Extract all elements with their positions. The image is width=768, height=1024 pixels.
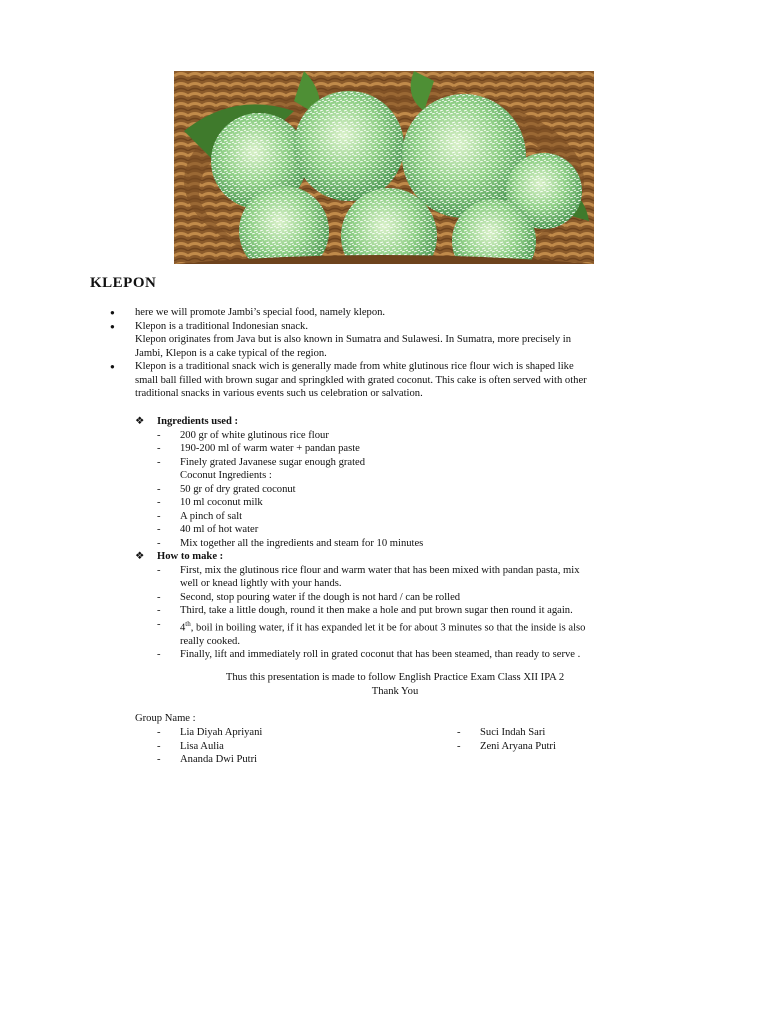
- bullet-line: Klepon originates from Java but is also known in Sumatra and Sulawesi. In Sumatra, more precisely in: [135, 334, 572, 345]
- group-member: [435, 726, 556, 740]
- step-line: [180, 648, 675, 662]
- step-line: [180, 591, 675, 605]
- closing-line: Thus this presentation is made to follow English Practice Exam Class XII IPA 2: [225, 672, 565, 683]
- ingredient-item: [135, 523, 675, 537]
- ingredient-text: 50 gr of dry grated coconut: [180, 483, 296, 495]
- step-number: 4: [180, 622, 186, 634]
- bullet-dot-icon: ●: [110, 308, 115, 317]
- step-item: [135, 591, 675, 605]
- dash-marker: -: [157, 564, 161, 576]
- bullet-dot-icon: ●: [110, 321, 115, 331]
- diamond-bullet-icon: ❖: [135, 551, 145, 562]
- diamond-bullet-icon: ❖: [135, 416, 145, 427]
- ingredient-text: Coconut Ingredients :: [180, 470, 272, 481]
- step-line: [180, 618, 675, 635]
- step-line: well or knead lightly with your hands.: [180, 578, 342, 589]
- closing-text: [110, 671, 680, 698]
- dash-marker: -: [157, 740, 161, 752]
- bullet-line: Klepon is a traditional Indonesian snack.: [135, 320, 308, 332]
- step-item: [135, 564, 675, 591]
- dash-marker: -: [157, 429, 161, 441]
- step-line: [180, 604, 675, 618]
- step-text: , boil in boiling water, if it has expanded let it be for about 3 minutes so that the inside is also: [190, 622, 586, 634]
- bullet-dot-icon: ●: [110, 362, 115, 371]
- dash-marker: -: [157, 591, 161, 603]
- how-to-heading: [135, 550, 675, 564]
- dash-marker: -: [157, 618, 161, 630]
- page-title: KLEPON: [90, 275, 157, 291]
- ingredients-list: [135, 429, 675, 551]
- bullet-item: [110, 360, 680, 401]
- bullet-line: Jambi, Klepon is a cake typical of the region.: [135, 347, 327, 359]
- intro-bullet-list: [110, 306, 680, 401]
- step-item: [135, 618, 675, 649]
- dash-marker: -: [157, 483, 161, 495]
- step-text: First, mix the glutinous rice flour and warm water that has been mixed with pandan pasta, mix: [180, 564, 580, 576]
- group-member: [135, 753, 262, 767]
- bullet-item: [110, 306, 680, 320]
- group-members-left: [135, 726, 262, 767]
- dash-marker: -: [157, 605, 161, 616]
- thank-you-line: Thank You: [371, 685, 419, 697]
- steps-list: [135, 564, 675, 662]
- ingredients-section: [135, 415, 675, 662]
- dash-marker: -: [157, 443, 161, 454]
- dash-marker: -: [157, 510, 161, 522]
- member-name: Suci Indah Sari: [480, 727, 546, 738]
- ingredient-text: 190-200 ml of warm water + pandan paste: [180, 443, 360, 454]
- ingredient-item: [135, 483, 675, 497]
- ingredients-heading-text: Ingredients used :: [157, 416, 239, 427]
- ingredient-text: 200 gr of white glutinous rice flour: [180, 429, 329, 441]
- ingredient-item: [135, 537, 675, 551]
- klepon-photo: [174, 71, 594, 264]
- ingredient-text: Finely grated Javanese sugar enough grated: [180, 456, 366, 468]
- ingredient-text: 10 ml coconut milk: [180, 497, 263, 508]
- ingredients-heading: [135, 415, 675, 429]
- dash-marker: -: [157, 727, 161, 738]
- ingredient-item: [135, 442, 675, 456]
- step-text: Finally, lift and immediately roll in grated coconut that has been steamed, than ready to serve .: [180, 649, 581, 661]
- dash-marker: -: [157, 537, 161, 549]
- how-to-heading-text: How to make :: [157, 551, 224, 562]
- dash-marker: -: [157, 649, 161, 661]
- step-text: Second, stop pouring water if the dough is not hard / can be rolled: [180, 591, 461, 603]
- bullet-line: here we will promote Jambi’s special food, namely klepon.: [135, 307, 386, 318]
- bullet-line: Klepon is a traditional snack wich is generally made from white glutinous rice flour wich is shaped like: [135, 361, 574, 372]
- bullet-line: traditional snacks in various events such us celebration or salvation.: [135, 388, 423, 399]
- member-name: Lisa Aulia: [180, 740, 224, 752]
- ingredient-item: [135, 469, 675, 483]
- step-item: [135, 604, 675, 618]
- group-members-right: [435, 726, 556, 753]
- group-member: [135, 726, 262, 740]
- ingredient-item: [135, 510, 675, 524]
- step-text: Third, take a little dough, round it then make a hole and put brown sugar then round it again.: [180, 605, 573, 616]
- group-member: [135, 740, 262, 754]
- ingredient-item: [135, 429, 675, 443]
- dash-marker: -: [157, 456, 161, 468]
- member-name: Ananda Dwi Putri: [180, 754, 258, 765]
- step-line: really cooked.: [180, 635, 241, 647]
- dash-marker: -: [157, 497, 161, 508]
- dash-marker: -: [457, 727, 461, 738]
- member-name: Zeni Aryana Putri: [480, 740, 556, 752]
- bullet-item: [110, 320, 680, 361]
- bullet-line: small ball filled with brown sugar and springkled with grated coconut. This cake is often served with other: [135, 374, 587, 386]
- group-name-label: Group Name :: [135, 713, 196, 724]
- step-number-suffix: th: [185, 619, 191, 628]
- ingredient-text: 40 ml of hot water: [180, 524, 259, 535]
- step-line: [180, 564, 675, 578]
- dash-marker: -: [457, 740, 461, 752]
- klepon-photo-icon: [174, 71, 594, 264]
- step-item: [135, 648, 675, 662]
- dash-marker: -: [157, 524, 161, 535]
- ingredient-text: Mix together all the ingredients and steam for 10 minutes: [180, 537, 424, 549]
- dash-marker: -: [157, 754, 161, 765]
- group-member: [435, 740, 556, 754]
- ingredient-item: [135, 496, 675, 510]
- ingredient-item: [135, 456, 675, 470]
- ingredient-text: A pinch of salt: [180, 510, 243, 522]
- member-name: Lia Diyah Apriyani: [180, 727, 263, 738]
